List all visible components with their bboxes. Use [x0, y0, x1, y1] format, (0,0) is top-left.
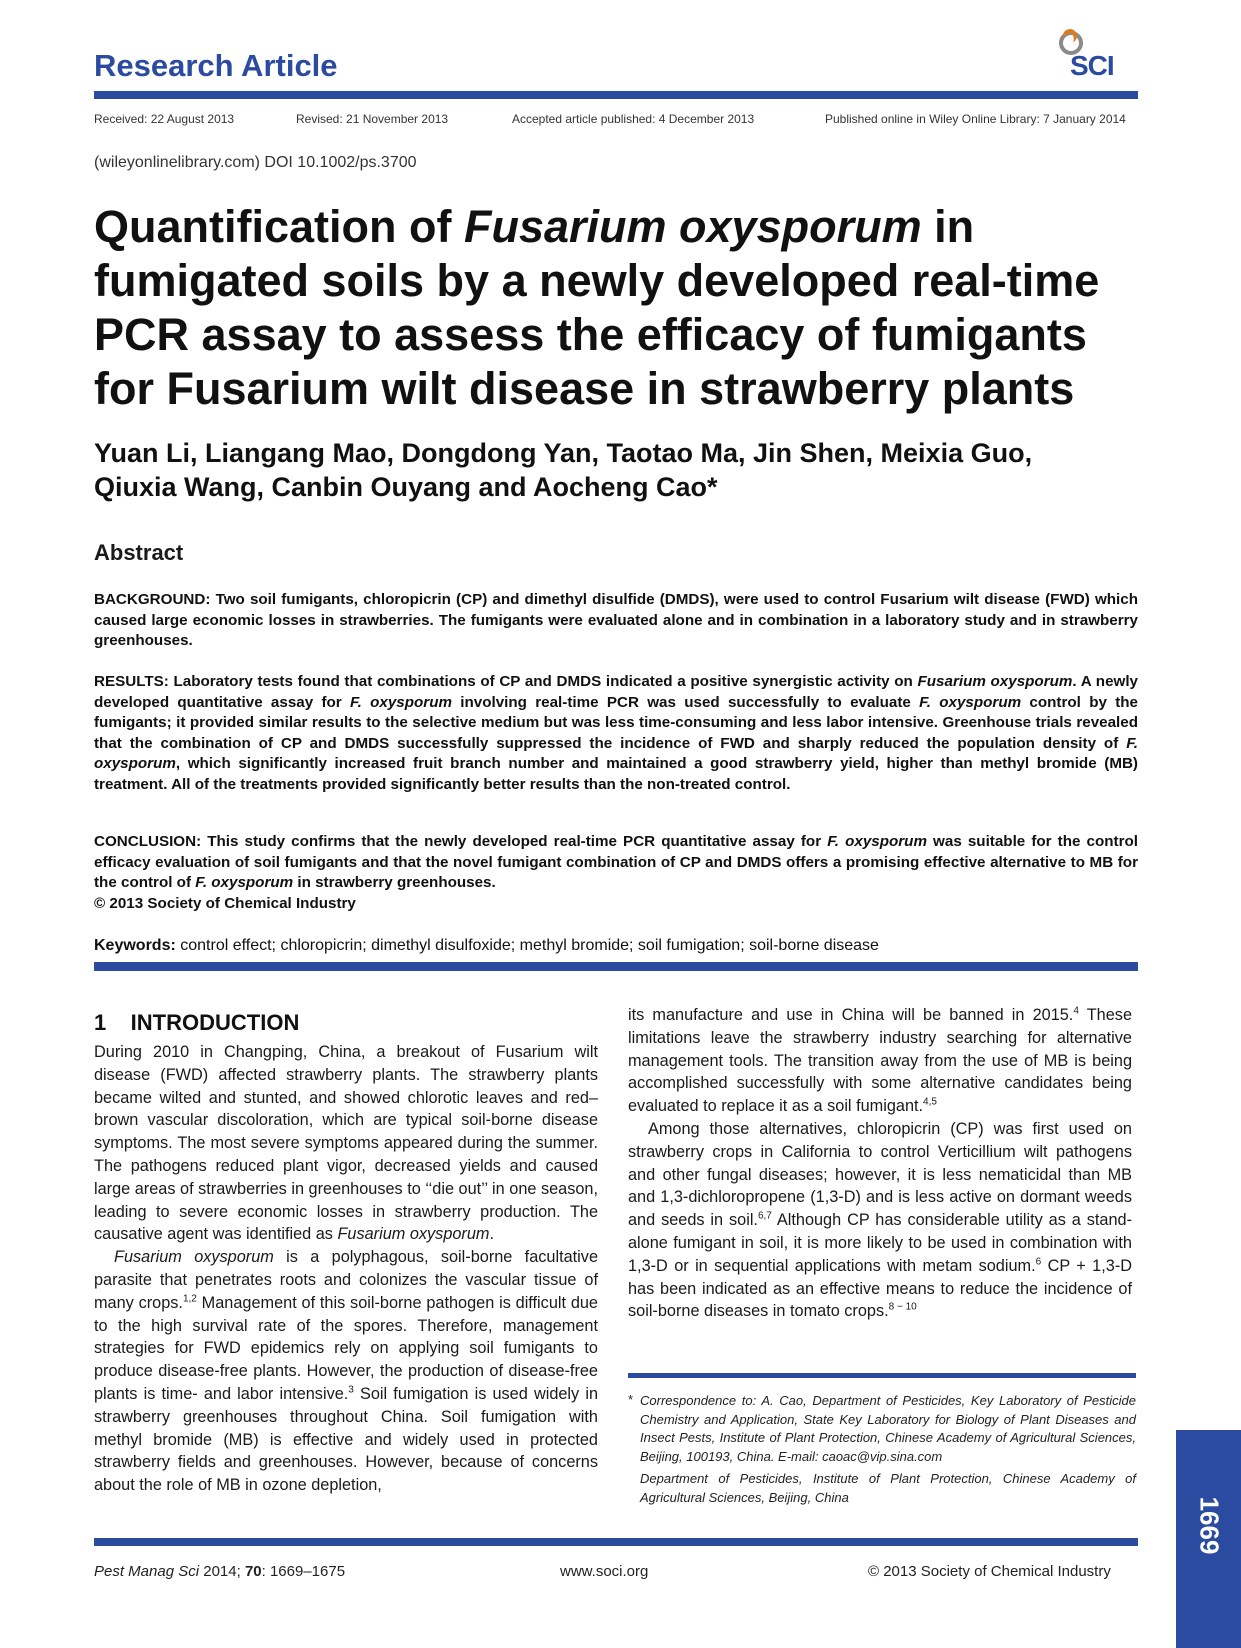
footer-copyright: © 2013 Society of Chemical Industry [868, 1563, 1111, 1580]
section-label: Research Article [94, 48, 338, 83]
keywords-label: Keywords: [94, 937, 176, 954]
abstract-copyright: © 2013 Society of Chemical Industry [94, 894, 356, 912]
journal-url[interactable]: www.soci.org [560, 1563, 649, 1580]
abstract-conclusion: CONCLUSION: This study confirms that the newly developed real-time PCR quantitative assay for F. oxysporum was suitable for the control efficacy evaluation of soil fumigants and that the novel fumigant combination of CP and DMDS offers a promising effective alternative to MB for the control of F. oxysporum in strawberry greenhouses. © 2013 Society of Chemical Industry [94, 833, 1139, 912]
intro-right-column [628, 1004, 1132, 1323]
accepted-date: Accepted article published: 4 December 2013 [512, 112, 755, 126]
revised-date: Revised: 21 November 2013 [296, 112, 449, 126]
abstract-background: BACKGROUND: Two soil fumigants, chloropicrin (CP) and dimethyl disulfide (DMDS), were used to control Fusarium wilt disease (FWD) which caused large economic losses in strawberries. The fumigants were evaluated alone and in combination in a laboratory study and in strawberry greenhouses. [94, 591, 1138, 649]
intro-paragraph: Among those alternatives, chloropicrin (CP) was first used on strawberry crops in California to control Verticillium wilt pathogens and other fungal diseases; however, it is less nematicidal than MB and 1,3-dichloropropene (1,3-D) and is less active on dormant weeds and seeds in soil.$^{6,7}$ Although CP has considerable utility as a stand-alone fumigant in soil, it is more likely to be used in combination with 1,3-D or in sequential applications with metam sodium.$^6$ CP + 1,3-D has been indicated as an effective means to reduce the incidence of soil-borne diseases in tomato crops.$^{8 - 10}$ [628, 1119, 1132, 1321]
sci-logo [1058, 28, 1134, 83]
article-title: Quantification of Fusarium oxysporum in fumigated soils by a newly developed real-time PCR assay to assess the efficacy of fumigants for Fusarium wilt disease in strawberry plants [94, 201, 1100, 414]
header-rule [94, 91, 1138, 99]
journal-citation: Pest Manag Sci 2014; 70: 1669–1675 [94, 1563, 346, 1580]
intro-left-column [94, 1041, 598, 1497]
published-date: Published online in Wiley Online Library: 7 January 2014 [825, 112, 1126, 126]
doi-line: (wileyonlinelibrary.com) DOI 10.1002/ps.3700 [94, 154, 417, 171]
keywords-list: control effect; chloropicrin; dimethyl disulfoxide; methyl bromide; soil fumigation; soil-borne disease [175, 937, 879, 954]
keywords-line [94, 937, 879, 955]
abstract-rule [94, 962, 1138, 971]
intro-paragraph: During 2010 in Changping, China, a breakout of Fusarium wilt disease (FWD) affected strawberry plants. The strawberry plants became wilted and stunted, and showed chlorotic leaves and red–brown vascular discoloration, which are typical soil-borne disease symptoms. The most severe symptoms appeared during the summer. The pathogens reduced plant vigor, decreased yields and caused large areas of strawberries in greenhouses to ‘‘die out’’ in one season, leading to severe economic losses in strawberry production. The causative agent was identified as Fusarium oxysporum. [94, 1043, 598, 1244]
footnote-rule [628, 1373, 1136, 1378]
introduction-heading: 1 INTRODUCTION [94, 1010, 300, 1035]
received-date: Received: 22 August 2013 [94, 112, 235, 126]
footer-rule [94, 1538, 1138, 1546]
footnote-marker: * [628, 1392, 634, 1407]
abstract-heading: Abstract [94, 540, 184, 565]
page-number: 1669 [1194, 1496, 1225, 1555]
affiliation-note: Department of Pesticides, Institute of Plant Protection, Chinese Academy of Agricultural Sciences, Beijing, China [640, 1471, 1136, 1505]
intro-paragraph: its manufacture and use in China will be banned in 2015.$^4$ These limitations leave the strawberry industry searching for alternative management tools. The transition away from the use of MB is being accomplished successfully with some alternative candidates being evaluated to replace it as a soil fumigant.$^{4,5}$ [628, 1005, 1132, 1116]
logo-text: SCI [1070, 50, 1114, 81]
author-list: Yuan Li, Liangang Mao, Dongdong Yan, Taotao Ma, Jin Shen, Meixia Guo, Qiuxia Wang, Canbin Ouyang and Aocheng Cao* [94, 438, 1033, 502]
correspondence-note: Correspondence to: A. Cao, Department of Pesticides, Key Laboratory of Pesticide Chemistry and Application, State Key Laboratory for Biology of Plant Diseases and Insect Pests, Institute of Plant Protection, Chinese Academy of Agricultural Sciences, Beijing, 100193, China. E-mail: caoac@vip.sina.com [640, 1393, 1136, 1464]
intro-paragraph: Fusarium oxysporum is a polyphagous, soil-borne facultative parasite that penetrates roots and colonizes the vascular tissue of many crops.$^{1,2}$ Management of this soil-borne pathogen is difficult due to the high survival rate of the spores. Therefore, management strategies for FWD epidemics rely on applying soil fumigants to produce disease-free plants. However, the production of disease-free plants is time- and labor intensive.$^3$ Soil fumigation is used widely in strawberry greenhouses throughout China. Soil fumigation with methyl bromide (MB) is effective and widely used in protected strawberry fields and greenhouses. However, because of concerns about the role of MB in ozone depletion, [94, 1248, 599, 1495]
abstract-results: RESULTS: Laboratory tests found that combinations of CP and DMDS indicated a positive synergistic activity on Fusarium oxysporum. A newly developed quantitative assay for F. oxysporum involving real-time PCR was used successfully to evaluate F. oxysporum control by the fumigants; it provided similar results to the selective medium but was less time-consuming and less labor intensive. Greenhouse trials revealed that the combination of CP and DMDS successfully suppressed the incidence of FWD and sharply reduced the population density of F. oxysporum, which significantly increased fruit branch number and maintained a good strawberry yield, higher than methyl bromide (MB) treatment. All of the treatments provided significantly better results than the non-treated control. [94, 673, 1138, 793]
